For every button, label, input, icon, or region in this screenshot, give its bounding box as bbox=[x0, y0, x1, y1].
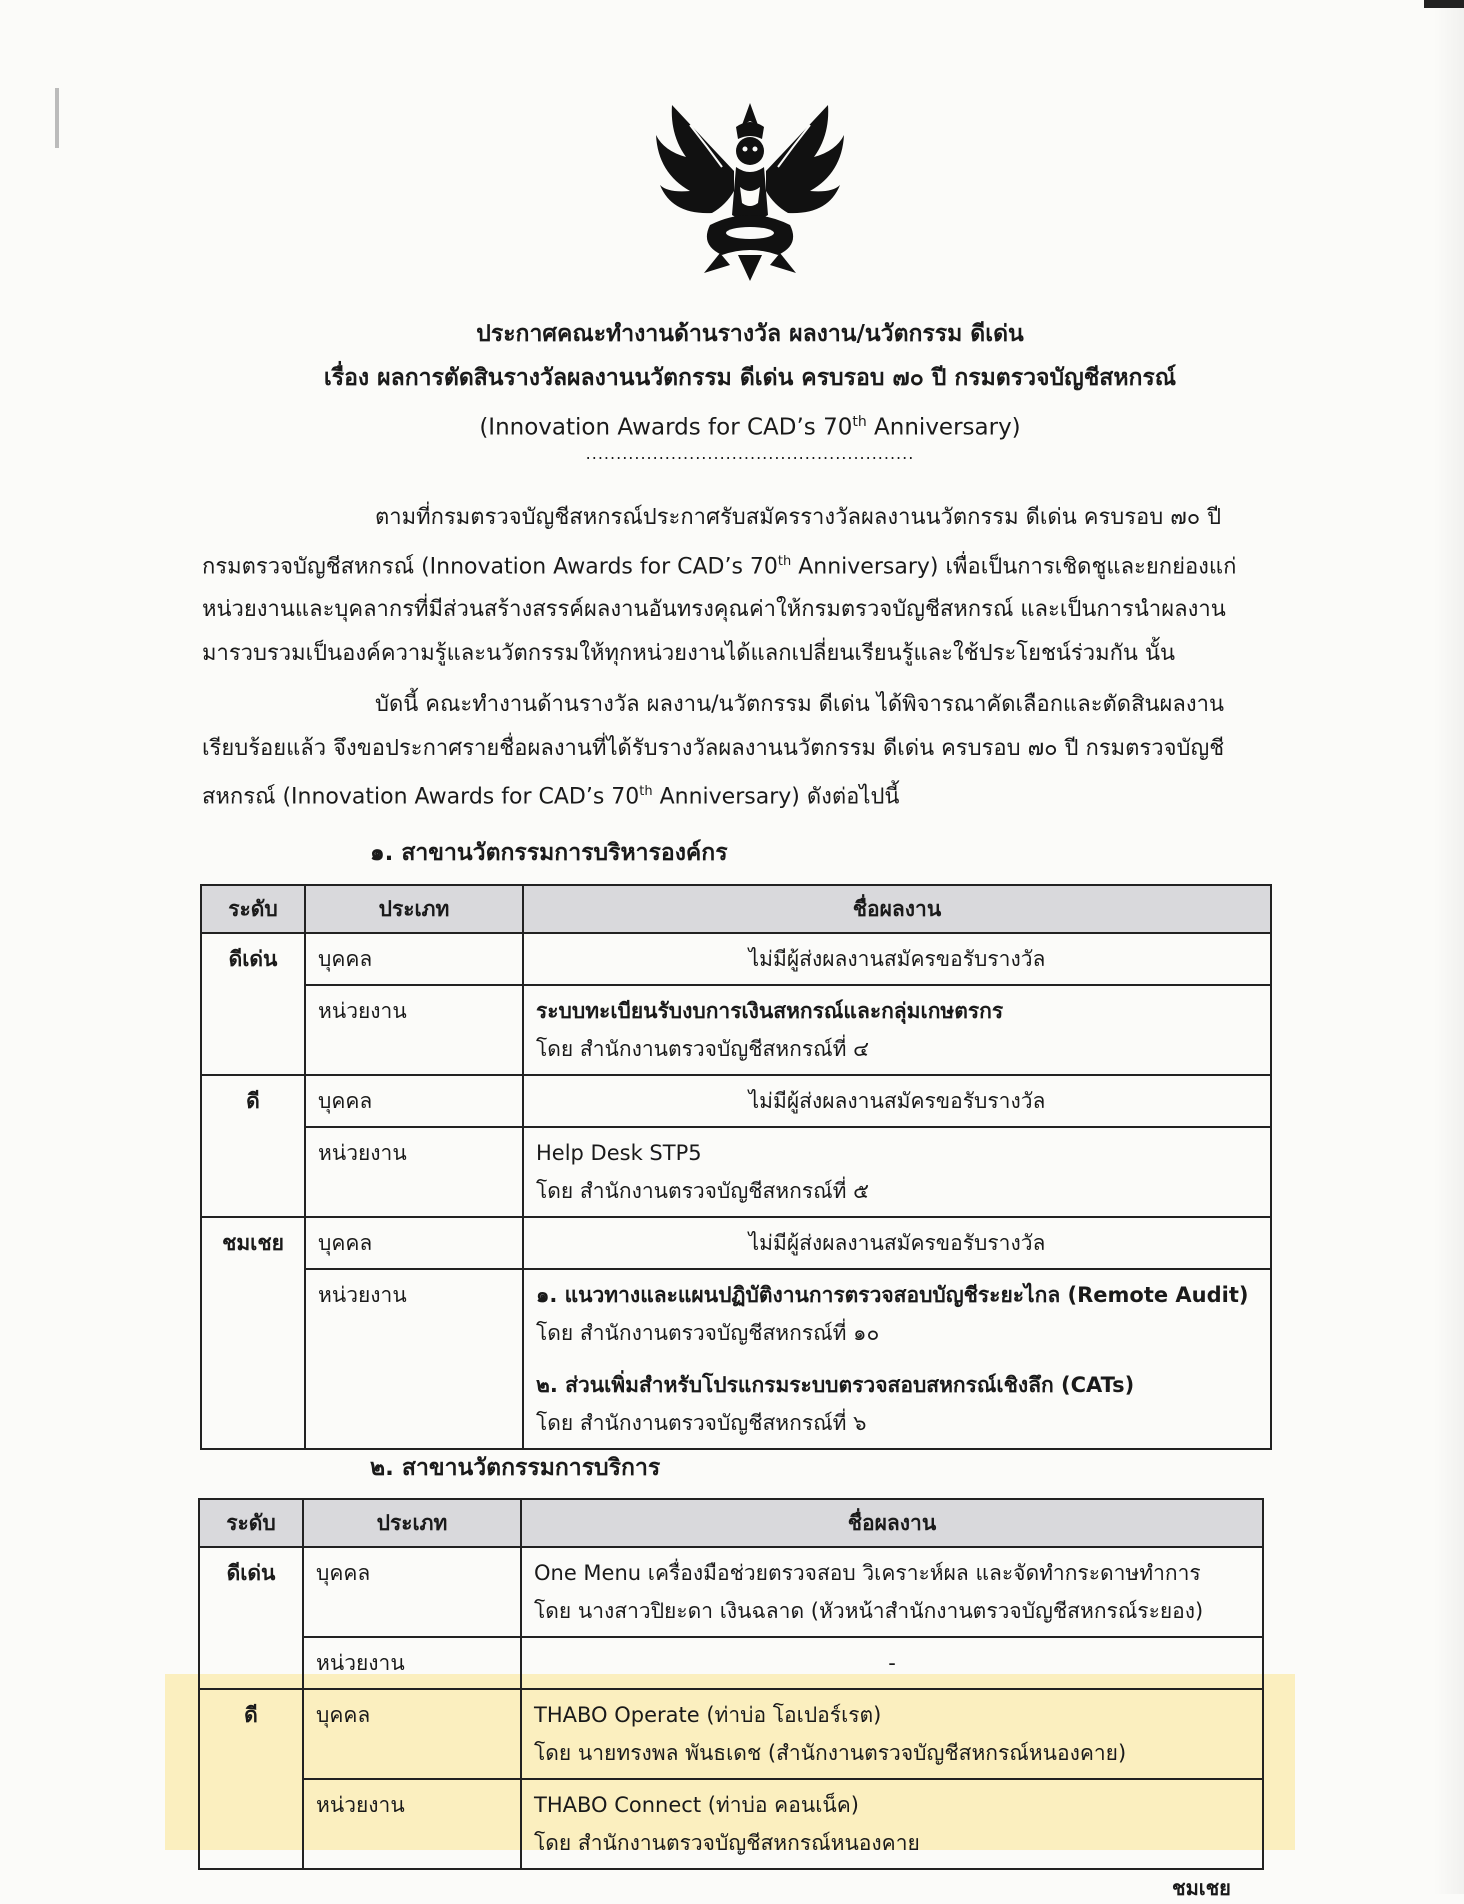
section-2-title: ๒. สาขานวัตกรรมการบริการ bbox=[370, 1455, 661, 1481]
header-work: ชื่อผลงาน bbox=[523, 885, 1271, 933]
header-work: ชื่อผลงาน bbox=[521, 1499, 1263, 1547]
page-edge bbox=[1434, 0, 1464, 1894]
level-cell: ดี bbox=[199, 1689, 303, 1779]
level-cell: ดีเด่น bbox=[199, 1547, 303, 1637]
section-1-table bbox=[200, 884, 1272, 1450]
work-cell: One Menu เครื่องมือช่วยตรวจสอบ วิเคราะห์ผล และจัดทำกระดาษทำการ โดย นางสาวปิยะดา เงินฉลาด (หัวหน้าสำนักงานตรวจบัญชีสหกรณ์ระยอง) bbox=[521, 1547, 1263, 1637]
announcement-subject: เรื่อง ผลการตัดสินรางวัลผลงานนวัตกรรม ดีเด่น ครบรอบ ๗๐ ปี กรมตรวจบัญชีสหกรณ์ bbox=[323, 365, 1177, 391]
table-row bbox=[199, 1689, 1263, 1779]
table-row bbox=[201, 985, 1271, 1075]
table-row bbox=[199, 1547, 1263, 1637]
work-cell: ไม่มีผู้ส่งผลงานสมัครขอรับรางวัล bbox=[523, 1075, 1271, 1127]
work-cell: ระบบทะเบียนรับงบการเงินสหกรณ์และกลุ่มเกษตรกร โดย สำนักงานตรวจบัญชีสหกรณ์ที่ ๔ bbox=[523, 985, 1271, 1075]
type-cell: บุคคล bbox=[303, 1689, 521, 1779]
header-level: ระดับ bbox=[199, 1499, 303, 1547]
table-row bbox=[201, 1075, 1271, 1127]
level-cell: ดี bbox=[201, 1075, 305, 1127]
announcement-english-title: (Innovation Awards for CAD’s 70th Anniversary) bbox=[479, 414, 1021, 441]
continued-page-marker: ชมเชย bbox=[1172, 1876, 1231, 1900]
level-cell: ชมเชย bbox=[201, 1217, 305, 1269]
garuda-emblem-icon bbox=[650, 95, 850, 285]
table-row bbox=[201, 1217, 1271, 1269]
type-cell: หน่วยงาน bbox=[305, 985, 523, 1075]
type-cell: บุคคล bbox=[305, 933, 523, 985]
table-row bbox=[201, 933, 1271, 985]
type-cell: บุคคล bbox=[303, 1547, 521, 1637]
work-cell: THABO Connect (ท่าบ่อ คอนเน็ค) โดย สำนักงานตรวจบัญชีสหกรณ์หนองคาย bbox=[521, 1779, 1263, 1869]
section-1-title: ๑. สาขานวัตกรรมการบริหารองค์กร bbox=[370, 840, 728, 866]
work-cell: THABO Operate (ท่าบ่อ โอเปอร์เรต) โดย นายทรงพล พันธเดช (สำนักงานตรวจบัญชีสหกรณ์หนองคาย) bbox=[521, 1689, 1263, 1779]
intro-paragraph: ตามที่กรมตรวจบัญชีสหกรณ์ประกาศรับสมัครรางวัลผลงานนวัตกรรม ดีเด่น ครบรอบ ๗๐ ปี กรมตรวจบัญชีสหกรณ์ (Innovation Awards for CAD’s 70th Anniversary) เพื่อเป็นการเชิดชูและยกย่องแก่ หน่วยงานและบุคลากรที่มีส่วนสร้างสรรค์ผลงานอันทรงคุณค่าให้กรมตรวจบัญชีสหกรณ์ และเป็นการนำผลงาน มารวบรวมเป็นองค์ความรู้และนวัตกรรมให้ทุกหน่วยงานได้แลกเปลี่ยนเรียนรู้และใช้ประโยชน์ร่วมกัน นั้น bbox=[202, 505, 1237, 666]
type-cell: หน่วยงาน bbox=[303, 1637, 521, 1689]
table-row bbox=[201, 1127, 1271, 1217]
work-cell: - bbox=[521, 1637, 1263, 1689]
header-type: ประเภท bbox=[303, 1499, 521, 1547]
result-paragraph: บัดนี้ คณะทำงานด้านรางวัล ผลงาน/นวัตกรรม ดีเด่น ได้พิจารณาคัดเลือกและตัดสินผลงาน เรียบร้อยแล้ว จึงขอประกาศรายชื่อผลงานที่ได้รับรางวัลผลงานนวัตกรรม ดีเด่น ครบรอบ ๗๐ ปี กรมตรวจบัญชี สหกรณ์ (Innovation Awards for CAD’s 70th Anniversary) ดังต่อไปนี้ bbox=[202, 692, 1225, 810]
announcement-issuer: ประกาศคณะทำงานด้านรางวัล ผลงาน/นวัตกรรม ดีเด่น bbox=[476, 321, 1024, 347]
work-cell: Help Desk STP5 โดย สำนักงานตรวจบัญชีสหกรณ์ที่ ๕ bbox=[523, 1127, 1271, 1217]
type-cell: บุคคล bbox=[305, 1217, 523, 1269]
type-cell: หน่วยงาน bbox=[303, 1779, 521, 1869]
scan-tick bbox=[55, 88, 59, 148]
corner-mark bbox=[1424, 0, 1464, 8]
section-2-table bbox=[198, 1498, 1264, 1870]
announcement-header bbox=[200, 312, 1300, 463]
header-type: ประเภท bbox=[305, 885, 523, 933]
type-cell: หน่วยงาน bbox=[305, 1127, 523, 1217]
title-divider: ...................................................... bbox=[585, 443, 915, 463]
work-cell: ๑. แนวทางและแผนปฏิบัติงานการตรวจสอบบัญชีระยะไกล (Remote Audit) โดย สำนักงานตรวจบัญชีสหกรณ์ที่ ๑๐ ๒. ส่วนเพิ่มสำหรับโปรแกรมระบบตรวจสอบสหกรณ์เชิงลึก (CATs) โดย สำนักงานตรวจบัญชีสหกรณ์ที่ ๖ bbox=[523, 1269, 1271, 1449]
table-row bbox=[201, 1269, 1271, 1449]
type-cell: บุคคล bbox=[305, 1075, 523, 1127]
level-cell: ดีเด่น bbox=[201, 933, 305, 985]
work-cell: ไม่มีผู้ส่งผลงานสมัครขอรับรางวัล bbox=[523, 1217, 1271, 1269]
work-cell: ไม่มีผู้ส่งผลงานสมัครขอรับรางวัล bbox=[523, 933, 1271, 985]
header-level: ระดับ bbox=[201, 885, 305, 933]
table-row bbox=[199, 1779, 1263, 1869]
type-cell: หน่วยงาน bbox=[305, 1269, 523, 1449]
table-row bbox=[199, 1637, 1263, 1689]
